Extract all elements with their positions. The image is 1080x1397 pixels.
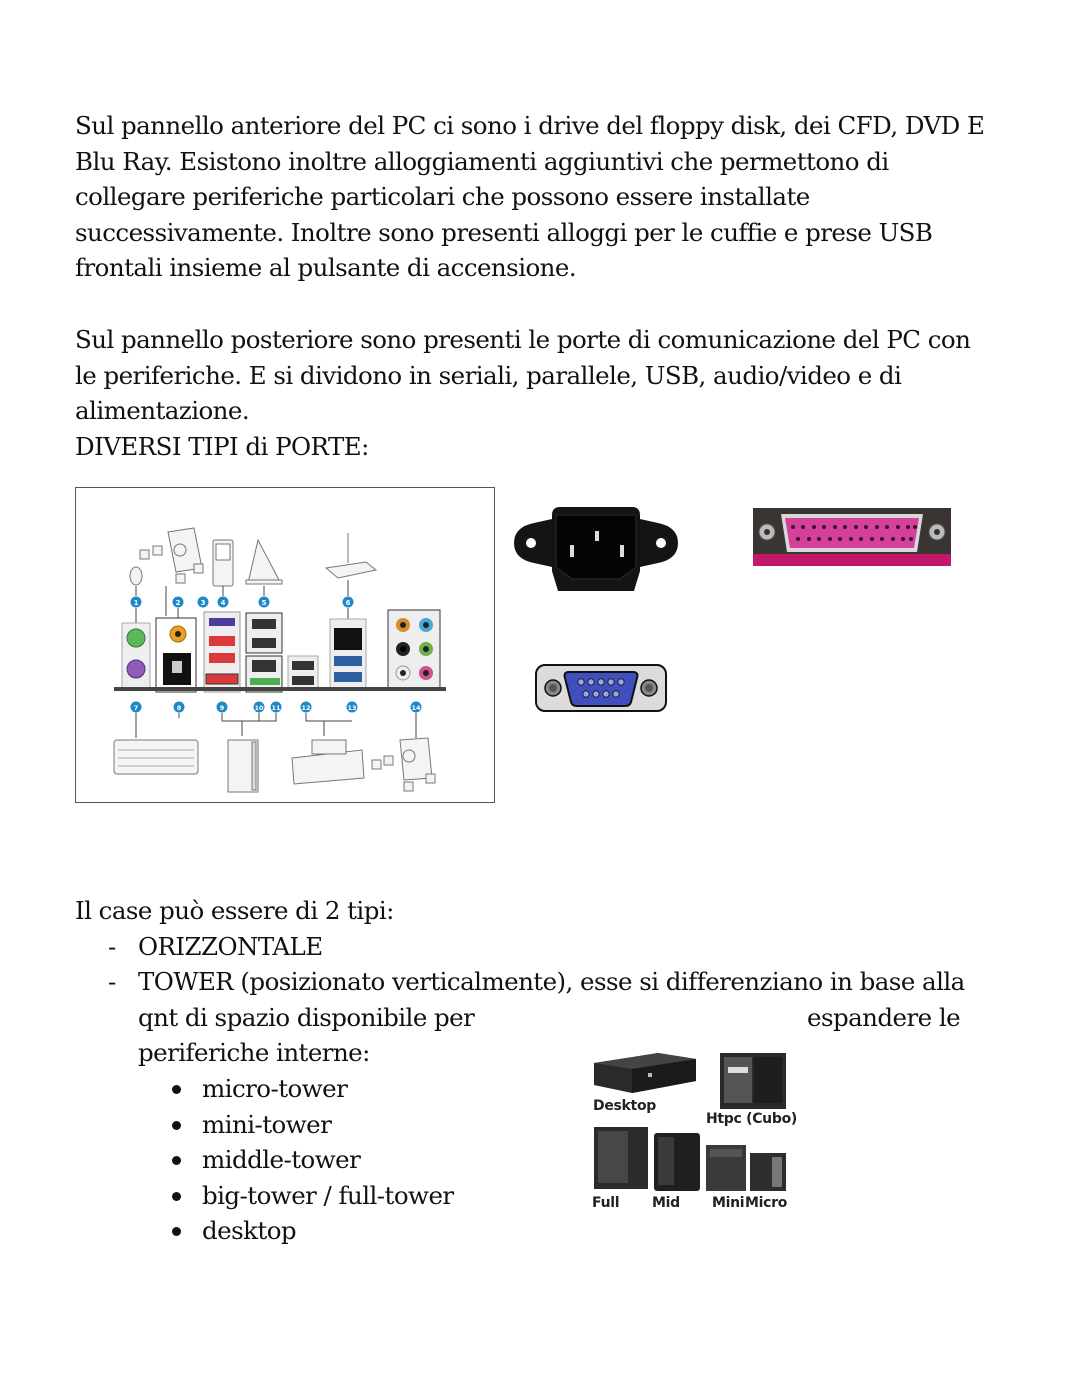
desktop-case-label: Desktop xyxy=(593,1098,656,1114)
text-line: successivamente. Inoltre sono presenti alloggi per le cuffie e prese USB xyxy=(75,217,933,247)
text-line: Blu Ray. Esistono inoltre alloggiamenti aggiuntivi che permettono di xyxy=(75,146,889,176)
svg-text:1: 1 xyxy=(133,599,139,607)
case-types-section xyxy=(75,893,965,1249)
mid-tower-label: Mid xyxy=(652,1195,680,1211)
tower-size-label: mini-tower xyxy=(202,1109,332,1139)
tower-size-item xyxy=(75,1071,965,1107)
tower-size-label: desktop xyxy=(202,1216,297,1246)
svg-text:13: 13 xyxy=(347,704,357,712)
text-line: periferiche interne: xyxy=(138,1038,370,1068)
text-line: alimentazione. xyxy=(75,396,250,426)
port-types-heading: DIVERSI TIPI di PORTE: xyxy=(75,431,369,461)
svg-text:10: 10 xyxy=(254,704,264,712)
case-intro: Il case può essere di 2 tipi: xyxy=(75,896,394,925)
tower-size-label: micro-tower xyxy=(202,1073,348,1103)
svg-text:3: 3 xyxy=(200,599,206,607)
rear-io-port-diagram xyxy=(75,487,495,803)
svg-text:9: 9 xyxy=(219,704,225,712)
tower-size-label: middle-tower xyxy=(202,1145,361,1175)
bullet-icon xyxy=(172,1121,181,1130)
parallel-port-image xyxy=(753,508,951,572)
svg-text:2: 2 xyxy=(175,599,181,607)
dash-marker: - xyxy=(108,967,116,997)
bullet-icon xyxy=(172,1156,181,1165)
micro-tower-label: Micro xyxy=(745,1195,788,1211)
bullet-icon xyxy=(172,1085,181,1094)
mini-tower-label: Mini xyxy=(712,1195,745,1211)
svg-text:11: 11 xyxy=(271,704,281,712)
svg-text:6: 6 xyxy=(345,599,351,607)
case-type-tower xyxy=(75,964,965,1071)
svg-text:4: 4 xyxy=(220,599,226,607)
text-line: collegare periferiche particolari che possono essere installate xyxy=(75,182,810,212)
text-line: Sul pannello anteriore del PC ci sono i drive del floppy disk, dei CFD, DVD E xyxy=(75,111,985,140)
case-type-label: TOWER (posizionato verticalmente), esse si differenziano in base alla xyxy=(138,967,965,997)
case-type-label: ORIZZONTALE xyxy=(138,931,323,961)
svg-text:5: 5 xyxy=(261,599,267,607)
tower-size-item xyxy=(75,1213,965,1249)
text-line: le periferiche. E si dividono in seriali, parallele, USB, audio/video e di xyxy=(75,360,902,390)
text-fragment: espandere le xyxy=(807,1002,961,1032)
text-line: frontali insieme al pulsante di accensione. xyxy=(75,253,577,283)
power-connector-image xyxy=(514,505,678,597)
text-line xyxy=(138,1000,965,1036)
text-fragment: qnt di spazio disponibile per xyxy=(138,1002,475,1032)
tower-size-item xyxy=(75,1178,965,1214)
case-type-horizontal xyxy=(75,929,965,965)
tower-size-label: big-tower / full-tower xyxy=(202,1180,454,1210)
case-types-image xyxy=(588,1045,798,1220)
dash-marker: - xyxy=(108,931,116,961)
bullet-icon xyxy=(172,1192,181,1201)
bullet-icon xyxy=(172,1227,181,1236)
serial-port-image xyxy=(535,664,667,718)
svg-text:7: 7 xyxy=(133,704,139,712)
full-tower-label: Full xyxy=(592,1195,620,1211)
tower-size-item xyxy=(75,1142,965,1178)
rear-panel-paragraph xyxy=(75,322,1005,464)
front-panel-paragraph xyxy=(75,108,1005,286)
svg-text:14: 14 xyxy=(411,704,421,712)
htpc-case-label: Htpc (Cubo) xyxy=(706,1111,797,1127)
svg-text:12: 12 xyxy=(301,704,311,712)
text-line: Sul pannello posteriore sono presenti le porte di comunicazione del PC con xyxy=(75,325,971,354)
svg-text:8: 8 xyxy=(176,704,182,712)
motherboard-io-illustration xyxy=(76,488,494,802)
tower-size-item xyxy=(75,1107,965,1143)
